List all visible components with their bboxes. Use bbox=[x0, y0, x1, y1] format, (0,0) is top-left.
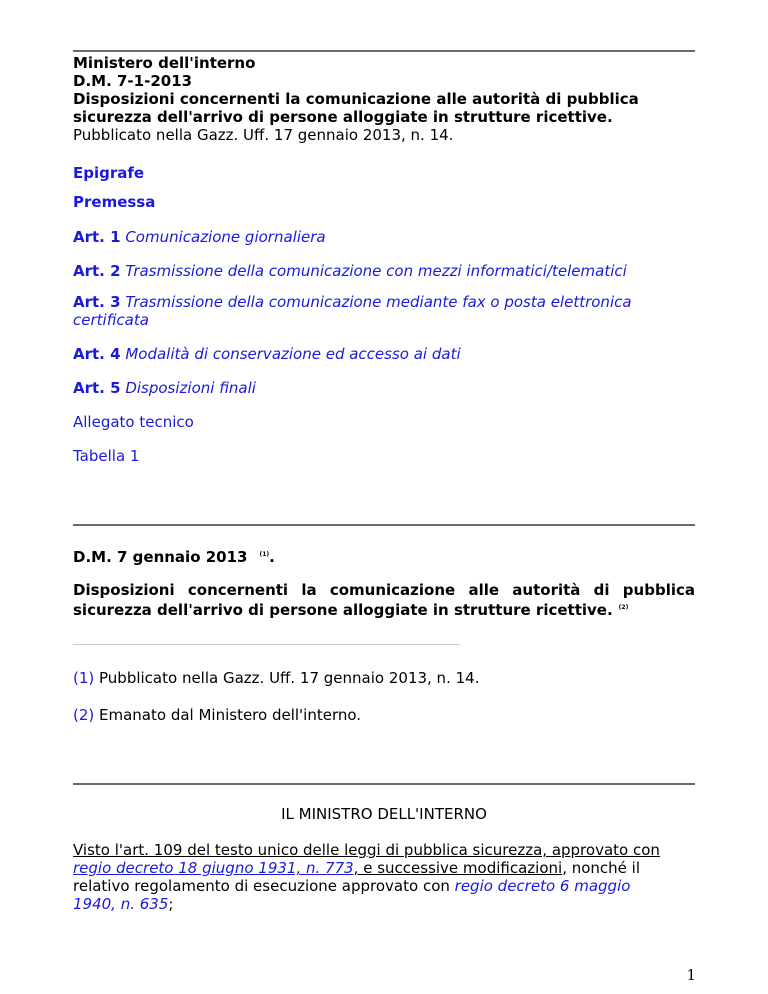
link-rd-1940-cont[interactable]: 1940, n. 635 bbox=[73, 895, 169, 913]
footnote-1-text: Pubblicato nella Gazz. Uff. 17 gennaio 2013, n. 14. bbox=[94, 669, 480, 687]
decree-heading bbox=[73, 546, 695, 566]
decree-title-line1: Disposizioni concernenti la comunicazione alle autorità di pubblica bbox=[73, 581, 695, 599]
toc-epigrafe-link[interactable]: Epigrafe bbox=[73, 164, 145, 182]
decree-heading-text: D.M. 7 gennaio 2013 bbox=[73, 548, 248, 566]
toc-art4-link[interactable] bbox=[73, 345, 695, 363]
toc-art2-link[interactable] bbox=[73, 262, 695, 280]
footnote-1-ref[interactable]: (1) bbox=[73, 669, 95, 687]
toc-art3-title: Trasmissione della comunicazione mediante fax o posta elettronica bbox=[125, 293, 632, 311]
toc-art5-title: Disposizioni finali bbox=[125, 379, 256, 397]
toc-art2-title: Trasmissione della comunicazione con mezzi informatici/telematici bbox=[125, 262, 627, 280]
toc-art3-title-cont: certificata bbox=[73, 311, 149, 329]
visto-text-4: relativo regolamento di esecuzione approvato con bbox=[73, 877, 455, 895]
footnote-2-ref[interactable]: (2) bbox=[73, 706, 95, 724]
toc-art5-num: Art. 5 bbox=[73, 379, 121, 397]
section-rule-2 bbox=[73, 783, 695, 785]
footnote-2 bbox=[73, 706, 695, 724]
visto-text-5: ; bbox=[168, 895, 174, 913]
paragraph-visto bbox=[73, 841, 695, 913]
header-title-line1: Disposizioni concernenti la comunicazione alle autorità di pubblica bbox=[73, 90, 639, 108]
visto-text-2: , e successive modificazioni bbox=[353, 859, 563, 877]
link-rd-1940[interactable]: regio decreto 6 maggio bbox=[454, 877, 631, 895]
decree-heading-period: . bbox=[269, 548, 275, 566]
header-decree-id: D.M. 7-1-2013 bbox=[73, 72, 193, 90]
decree-title-line2: sicurezza dell'arrivo di persone alloggiate in strutture ricettive. bbox=[73, 601, 613, 619]
header-ministry: Ministero dell'interno bbox=[73, 54, 256, 72]
section-rule-1 bbox=[73, 524, 695, 526]
toc-art5-link[interactable] bbox=[73, 379, 695, 397]
toc-premessa-link[interactable]: Premessa bbox=[73, 193, 156, 211]
toc-art1-link[interactable] bbox=[73, 228, 695, 246]
toc-art1-title: Comunicazione giornaliera bbox=[125, 228, 326, 246]
toc-art4-title: Modalità di conservazione ed accesso ai dati bbox=[125, 345, 461, 363]
decree-title bbox=[73, 581, 695, 619]
header-published: Pubblicato nella Gazz. Uff. 17 gennaio 2013, n. 14. bbox=[73, 126, 454, 144]
visto-text-3: , nonché il bbox=[562, 859, 640, 877]
toc-art4-num: Art. 4 bbox=[73, 345, 121, 363]
toc-art3-link[interactable] bbox=[73, 293, 695, 329]
toc-art1-num: Art. 1 bbox=[73, 228, 121, 246]
footnote-2-text: Emanato dal Ministero dell'interno. bbox=[94, 706, 362, 724]
toc-art3-num: Art. 3 bbox=[73, 293, 121, 311]
page-number: 1 bbox=[686, 966, 696, 984]
minister-heading: IL MINISTRO DELL'INTERNO bbox=[281, 805, 487, 823]
footnote-1 bbox=[73, 669, 695, 687]
footnote-ref-1[interactable]: (1) bbox=[259, 551, 270, 558]
link-rd-1931[interactable]: regio decreto 18 giugno 1931, n. 773 bbox=[73, 859, 354, 877]
toc-tabella-link[interactable]: Tabella 1 bbox=[73, 447, 140, 465]
footnote-ref-2[interactable]: (2) bbox=[618, 604, 629, 611]
toc-art2-num: Art. 2 bbox=[73, 262, 121, 280]
toc-allegato-link[interactable]: Allegato tecnico bbox=[73, 413, 194, 431]
header-title-line2: sicurezza dell'arrivo di persone alloggiate in strutture ricettive. bbox=[73, 108, 613, 126]
top-rule bbox=[73, 50, 695, 52]
footnote-rule bbox=[73, 644, 460, 645]
header-title-block bbox=[73, 54, 695, 126]
visto-text-1: Visto l'art. 109 del testo unico delle leggi di pubblica sicurezza, approvato con bbox=[73, 841, 660, 859]
